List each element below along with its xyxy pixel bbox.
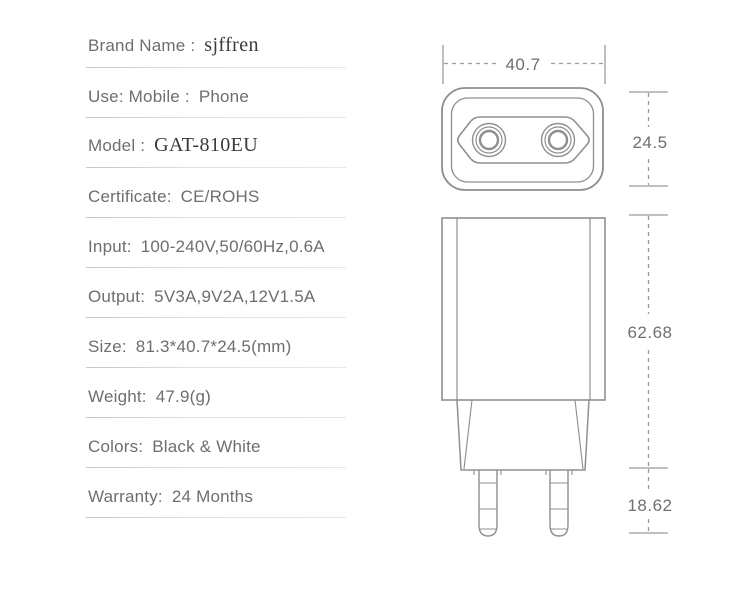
plug-front-view bbox=[442, 218, 605, 536]
spec-value: 81.3*40.7*24.5(mm) bbox=[135, 337, 292, 356]
spec-row-size bbox=[86, 318, 346, 368]
right-pin-rings bbox=[542, 124, 575, 157]
right-prong bbox=[550, 470, 568, 536]
spec-value: CE/ROHS bbox=[180, 187, 260, 206]
spec-row-weight bbox=[86, 368, 346, 418]
spec-row-certificate bbox=[86, 168, 346, 218]
spec-row-input bbox=[86, 218, 346, 268]
spec-label: Output: bbox=[88, 287, 146, 306]
plug-top-view bbox=[442, 88, 603, 190]
spec-value: Phone bbox=[198, 87, 249, 106]
spec-row-brand bbox=[86, 18, 346, 68]
width-dimension bbox=[443, 45, 605, 84]
spec-row-model bbox=[86, 118, 346, 168]
plug-recess-outline bbox=[458, 117, 589, 163]
spec-value: GAT-810EU bbox=[154, 134, 259, 156]
spec-list bbox=[86, 18, 346, 518]
spec-label: Model : bbox=[88, 136, 146, 155]
pin-dimension bbox=[627, 469, 672, 533]
dimension-label-pin-height: 18.62 bbox=[627, 496, 673, 515]
spec-value: 5V3A,9V2A,12V1.5A bbox=[154, 287, 316, 306]
spec-row-colors bbox=[86, 418, 346, 468]
spec-value: 100-240V,50/60Hz,0.6A bbox=[140, 237, 325, 256]
spec-label: Size: bbox=[88, 337, 127, 356]
plug-nose bbox=[457, 400, 589, 475]
left-pin-rings bbox=[473, 124, 506, 157]
height-dimension bbox=[627, 215, 672, 468]
spec-label: Brand Name : bbox=[88, 36, 196, 55]
product-dimension-drawing bbox=[420, 30, 732, 560]
spec-value: 24 Months bbox=[171, 487, 254, 506]
spec-row-use bbox=[86, 68, 346, 118]
spec-label: Input: bbox=[88, 237, 132, 256]
left-prong bbox=[479, 470, 497, 536]
spec-label: Certificate: bbox=[88, 187, 172, 206]
spec-row-warranty bbox=[86, 468, 346, 518]
dimension-label-height: 62.68 bbox=[627, 323, 673, 342]
divider bbox=[86, 517, 346, 518]
depth-dimension bbox=[629, 92, 668, 186]
spec-value: Black & White bbox=[152, 437, 261, 456]
spec-label: Weight: bbox=[88, 387, 147, 406]
spec-value: sjffren bbox=[204, 34, 259, 56]
spec-label: Warranty: bbox=[88, 487, 163, 506]
dimension-label-width: 40.7 bbox=[505, 55, 541, 74]
spec-label: Colors: bbox=[88, 437, 144, 456]
spec-row-output bbox=[86, 268, 346, 318]
spec-value: 47.9(g) bbox=[155, 387, 211, 406]
spec-label: Use: Mobile : bbox=[88, 87, 190, 106]
dimension-label-depth: 24.5 bbox=[632, 133, 668, 152]
